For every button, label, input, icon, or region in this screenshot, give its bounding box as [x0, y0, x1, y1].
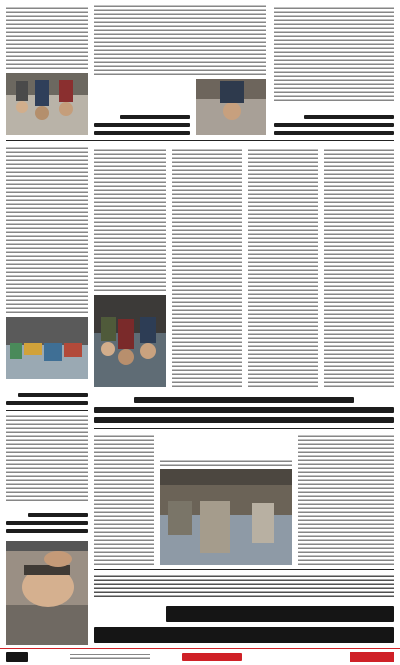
story-2-col-3: [172, 147, 242, 387]
sidebar-story-1-headline: [6, 505, 88, 533]
story-2-col-2: [248, 147, 318, 387]
sidebar-story-2-headline: [6, 383, 88, 405]
masthead: [0, 648, 400, 665]
story-2-headline: [94, 393, 394, 423]
main-headline: [94, 601, 394, 643]
rule-1: [94, 569, 394, 570]
rule-2: [94, 428, 394, 429]
photo-construction-site: [160, 469, 292, 565]
bottom-story-2-headline: [94, 105, 190, 135]
article-right-col: [94, 435, 154, 565]
bottom-story-2-body: [94, 5, 266, 75]
article-left-col-1: [298, 435, 394, 565]
photo-interview: [196, 79, 266, 135]
photo-caption-construction: [160, 458, 292, 466]
photo-container-port: [6, 317, 88, 379]
bottom-story-1-headline: [274, 105, 394, 135]
story-2-col-1: [324, 147, 394, 387]
rule-3: [6, 410, 88, 411]
story-2-col-4: [94, 147, 166, 291]
sidebar-story-1-body: [6, 415, 88, 501]
photo-people-street: [6, 73, 88, 135]
publication-logo: [182, 653, 242, 661]
section-label: [350, 652, 394, 662]
photo-workers-group: [94, 295, 166, 387]
rule-4: [6, 140, 394, 141]
bottom-story-3-body: [6, 5, 88, 69]
sidebar-story-2-body: [6, 147, 88, 313]
main-story-photo-hands: [6, 541, 88, 645]
issue-date: [70, 654, 150, 659]
main-story-deck: [94, 575, 394, 597]
page-number: [6, 652, 28, 662]
bottom-story-1-body: [274, 5, 394, 101]
